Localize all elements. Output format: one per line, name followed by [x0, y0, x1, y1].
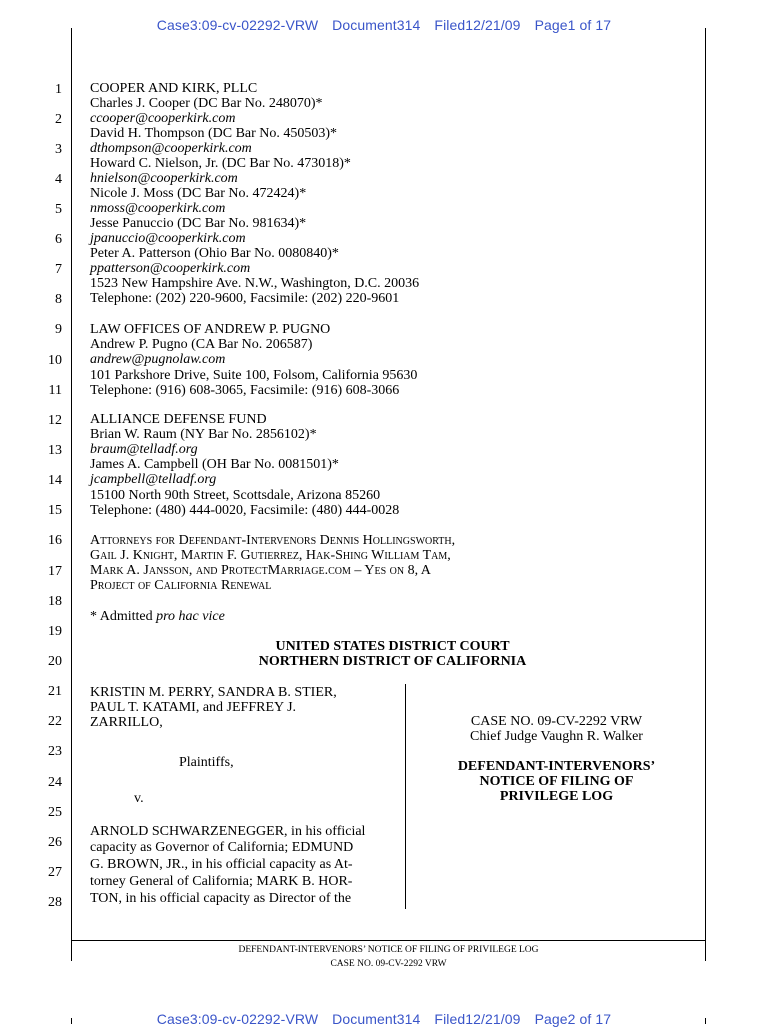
stamp-filed: Filed12/21/09: [434, 17, 521, 33]
line-number: 21: [48, 684, 62, 699]
line-number: 28: [48, 895, 62, 910]
line-number: 25: [48, 805, 62, 820]
stamp-case: Case3:09-cv-02292-VRW: [156, 17, 319, 33]
counsel-email: ccooper@cooperkirk.com: [90, 111, 236, 126]
defendant-line: TON, in his official capacity as Director of the: [90, 891, 352, 906]
footer-case: CASE NO. 09-CV-2292 VRW: [330, 959, 447, 969]
stamp-document: Document314: [332, 1011, 421, 1027]
document-title-line: DEFENDANT-INTERVENORS’: [457, 759, 656, 774]
counsel-email: andrew@pugnolaw.com: [90, 352, 226, 368]
pro-hac-vice: pro hac vice: [156, 609, 225, 624]
line-number: 18: [48, 594, 62, 609]
line-number: 4: [55, 172, 62, 187]
ecf-header-stamp: [0, 17, 768, 33]
counsel-email: dthompson@cooperkirk.com: [90, 141, 252, 156]
stamp-case: Case3:09-cv-02292-VRW: [156, 1011, 319, 1027]
attorneys-for-line: Gail J. Knight, Martin F. Gutierrez, Hak-Shing William Tam,: [90, 548, 451, 563]
counsel-line: Jesse Panuccio (DC Bar No. 981634)*: [90, 216, 307, 231]
stamp-page: Page1 of 17: [534, 17, 612, 33]
counsel-line: COOPER AND KIRK, PLLC: [90, 81, 258, 96]
attorneys-for-line: Project of California Renewal: [90, 578, 272, 593]
counsel-line: 1523 New Hampshire Ave. N.W., Washington, D.C. 20036: [90, 276, 420, 291]
plaintiffs-label: Plaintiffs,: [179, 755, 234, 770]
line-number: 6: [55, 232, 62, 247]
counsel-line: Howard C. Nielson, Jr. (DC Bar No. 473018)*: [90, 156, 351, 171]
line-number: 13: [48, 443, 62, 458]
line-number: 19: [48, 624, 62, 639]
counsel-line: Andrew P. Pugno (CA Bar No. 206587): [90, 337, 313, 353]
counsel-line: Charles J. Cooper (DC Bar No. 248070)*: [90, 96, 323, 111]
judge-name: Chief Judge Vaughn R. Walker: [470, 729, 643, 744]
line-number: 26: [48, 835, 62, 850]
line-number: 24: [48, 775, 62, 790]
plaintiffs-name-line: PAUL T. KATAMI, and JEFFREY J.: [90, 700, 297, 715]
line-number: 12: [48, 413, 62, 428]
court-district: NORTHERN DISTRICT OF CALIFORNIA: [258, 654, 527, 669]
line-number: 17: [48, 564, 62, 579]
admitted-note: * Admitted pro hac vice: [90, 609, 225, 624]
counsel-line: Brian W. Raum (NY Bar No. 2856102)*: [90, 427, 317, 443]
defendant-line: G. BROWN, JR., in his official capacity as At-: [90, 857, 353, 872]
defendant-line: ARNOLD SCHWARZENEGGER, in his official: [90, 824, 366, 839]
line-number: 23: [48, 744, 62, 759]
counsel-line: ALLIANCE DEFENSE FUND: [90, 412, 267, 427]
right-margin-rule: [705, 28, 706, 961]
plaintiffs-name-line: ZARRILLO,: [90, 715, 163, 730]
next-page-right-rule: [705, 1018, 706, 1024]
line-number: 16: [48, 533, 62, 548]
defendant-line: torney General of California; MARK B. HOR-: [90, 874, 353, 889]
line-number: 5: [55, 202, 62, 217]
line-number: 1: [55, 82, 62, 97]
counsel-email: ppatterson@cooperkirk.com: [90, 261, 251, 276]
attorneys-for-line: Attorneys for Defendant-Intervenors Dennis Hollingsworth,: [90, 533, 456, 548]
case-number: CASE NO. 09-CV-2292 VRW: [470, 714, 643, 729]
counsel-line: James A. Campbell (OH Bar No. 0081501)*: [90, 457, 339, 473]
line-number: 20: [48, 654, 62, 669]
line-number: 10: [48, 353, 62, 368]
line-number: 15: [48, 503, 62, 518]
counsel-email: nmoss@cooperkirk.com: [90, 201, 226, 216]
line-number: 11: [48, 383, 62, 398]
line-number: 22: [48, 714, 62, 729]
footer-title: DEFENDANT-INTERVENORS’ NOTICE OF FILING OF PRIVILEGE LOG: [238, 945, 539, 955]
counsel-line: Telephone: (916) 608-3065, Facsimile: (916) 608-3066: [90, 382, 400, 398]
plaintiffs-name-line: KRISTIN M. PERRY, SANDRA B. STIER,: [90, 685, 337, 700]
counsel-line: 15100 North 90th Street, Scottsdale, Arizona 85260: [90, 487, 381, 503]
counsel-email: hnielson@cooperkirk.com: [90, 171, 238, 186]
footer-rule: [71, 940, 706, 941]
document-title-line: PRIVILEGE LOG: [499, 789, 614, 804]
counsel-line: Nicole J. Moss (DC Bar No. 472424)*: [90, 186, 307, 201]
counsel-line: Peter A. Patterson (Ohio Bar No. 0080840)*: [90, 246, 339, 261]
counsel-line: Telephone: (480) 444-0020, Facsimile: (480) 444-0028: [90, 502, 400, 518]
document-title-line: NOTICE OF FILING OF: [479, 774, 634, 789]
line-number: 9: [55, 322, 62, 337]
counsel-email: braum@telladf.org: [90, 442, 198, 458]
next-page-left-rule: [71, 1018, 72, 1024]
next-page-header-stamp: [0, 1011, 768, 1027]
stamp-page: Page2 of 17: [534, 1011, 612, 1027]
counsel-line: LAW OFFICES OF ANDREW P. PUGNO: [90, 322, 331, 337]
left-margin-rule: [71, 28, 72, 961]
counsel-line: 101 Parkshore Drive, Suite 100, Folsom, California 95630: [90, 367, 418, 383]
versus: v.: [134, 791, 144, 806]
counsel-line: Telephone: (202) 220-9600, Facsimile: (202) 220-9601: [90, 291, 400, 306]
attorneys-for-line: Mark A. Jansson, and ProtectMarriage.com – Yes on 8, A: [90, 563, 431, 578]
line-number: 27: [48, 865, 62, 880]
court-name: UNITED STATES DISTRICT COURT: [275, 639, 510, 654]
counsel-email: jcampbell@telladf.org: [90, 472, 217, 488]
stamp-filed: Filed12/21/09: [434, 1011, 521, 1027]
caption-divider: [405, 684, 406, 909]
line-number: 2: [55, 112, 62, 127]
line-number: 3: [55, 142, 62, 157]
counsel-line: David H. Thompson (DC Bar No. 450503)*: [90, 126, 338, 141]
line-number: 7: [55, 262, 62, 277]
defendant-line: capacity as Governor of California; EDMUND: [90, 840, 354, 855]
stamp-document: Document314: [332, 17, 421, 33]
line-number: 14: [48, 473, 62, 488]
line-number: 8: [55, 292, 62, 307]
counsel-email: jpanuccio@cooperkirk.com: [90, 231, 246, 246]
